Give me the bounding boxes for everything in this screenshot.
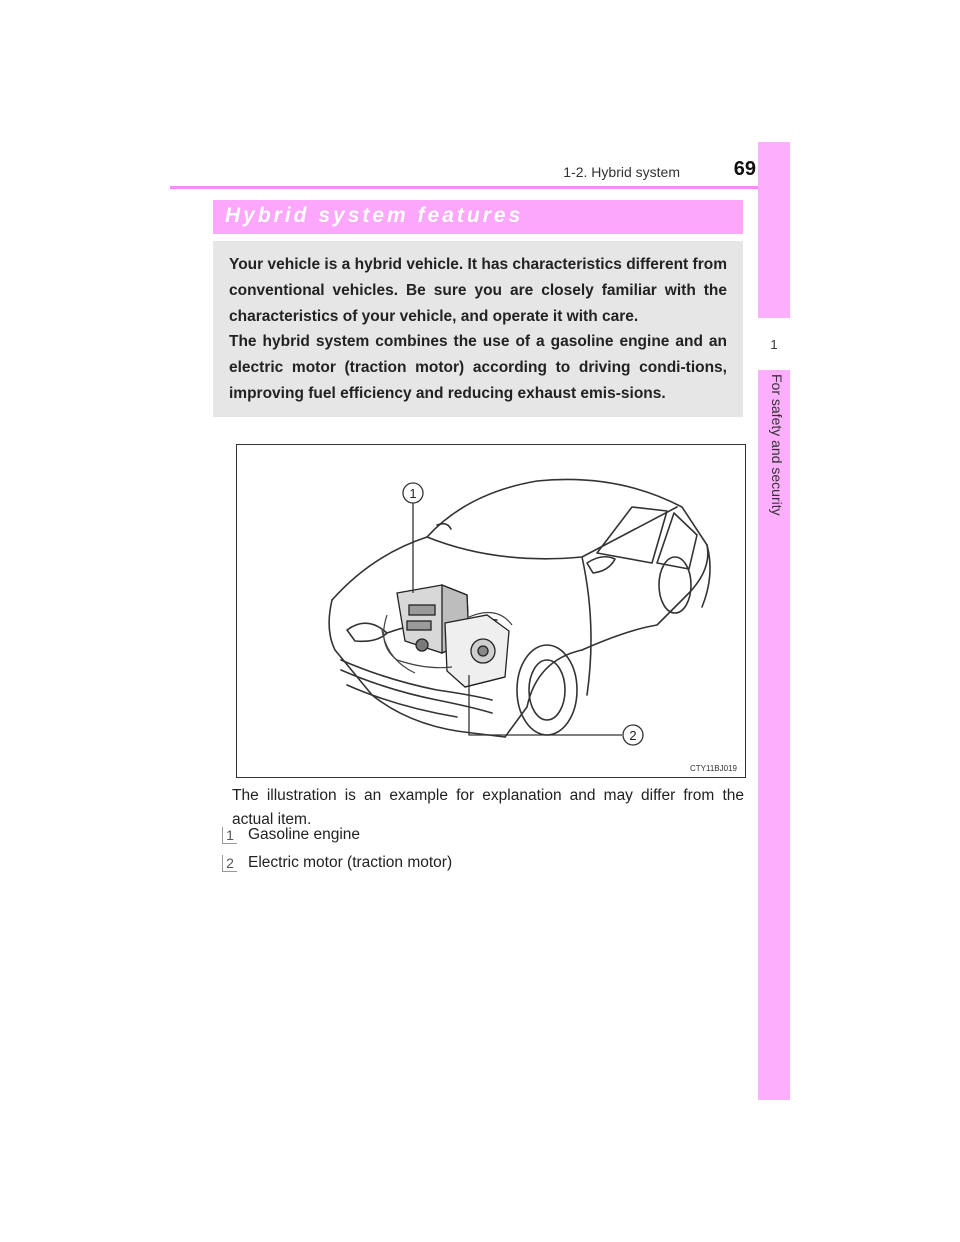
figure-code: CTY11BJ019 <box>690 764 737 773</box>
car-illustration-figure <box>236 444 746 778</box>
section-title-bar <box>213 200 743 234</box>
legend-number: 1 <box>222 827 237 844</box>
callout-2-label: 2 <box>629 728 637 743</box>
figure-caption: The illustration is an example for explanation and may differ from the actual item. <box>232 787 744 828</box>
intro-paragraph-1: Your vehicle is a hybrid vehicle. It has characteristics different from conventional vehicles. Be sure you are closely familiar with the characteristics of your vehicle, and operate it with care. <box>229 256 727 325</box>
callout-1-label: 1 <box>409 486 417 501</box>
page-number: 69 <box>733 158 756 180</box>
legend-number: 2 <box>222 855 237 872</box>
header-divider <box>170 186 790 189</box>
intro-paragraph-2: The hybrid system combines the use of a gasoline engine and an electric motor (traction motor) according to driving condi-tions, improving fuel efficiency and reducing exhaust emis-sions. <box>229 333 727 402</box>
legend-label: Gasoline engine <box>248 826 361 843</box>
hybrid-car-illustration <box>237 445 745 777</box>
chapter-number: 1 <box>758 318 790 370</box>
chapter-title: For safety and security <box>769 374 785 516</box>
legend-label: Electric motor (traction motor) <box>248 854 453 871</box>
running-header-section: 1-2. Hybrid system <box>563 164 680 180</box>
intro-box <box>213 241 743 417</box>
chapter-side-tab <box>758 142 790 1100</box>
section-title: Hybrid system features <box>225 204 524 227</box>
